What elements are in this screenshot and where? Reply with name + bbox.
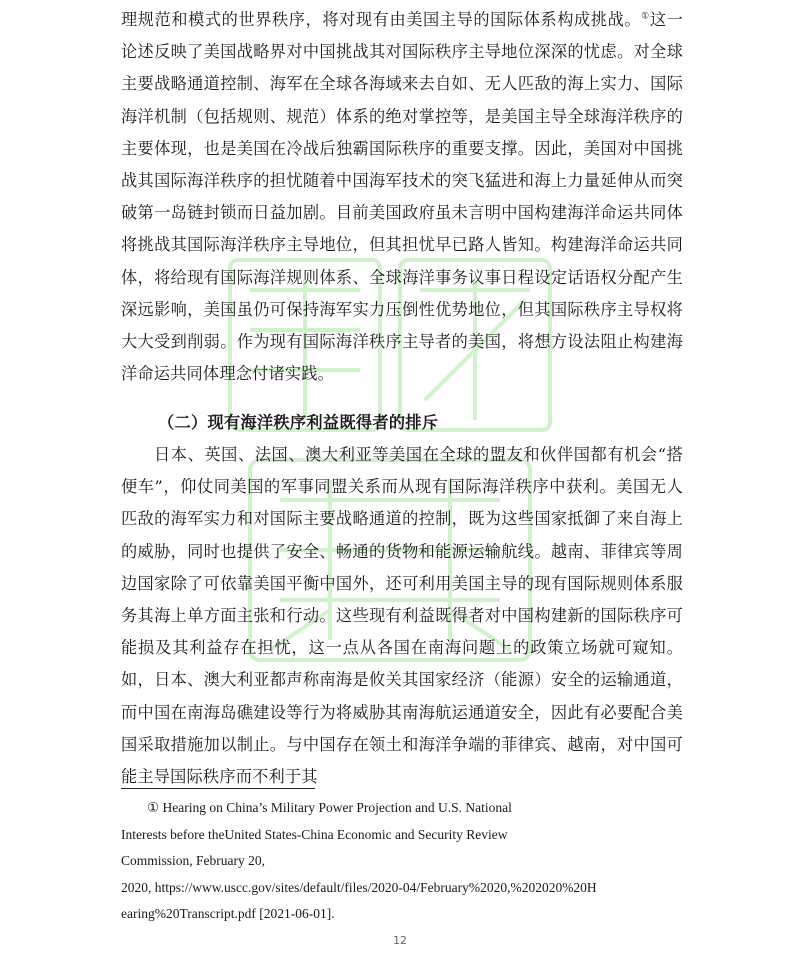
footnote-line: Commission, February 20,: [121, 853, 265, 868]
paragraph-1-text-before-note: 理规范和模式的世界秩序，将对现有由美国主导的国际体系构成挑战。: [121, 10, 642, 29]
footnote-line: Interests before theUnited States-China Economic and Security Review: [121, 826, 508, 842]
footnote-url-line[interactable]: earing%20Transcript.pdf [2021-06-01].: [121, 906, 335, 921]
footnote-line: ① Hearing on China’s Military Power Projection and U.S. National: [147, 800, 512, 815]
footnote-divider: [121, 788, 315, 789]
page-number: 12: [393, 934, 407, 947]
section-heading: （二）现有海洋秩序利益既得者的排斥: [158, 413, 439, 432]
body-paragraph-1: [121, 4, 683, 390]
footnote-marker[interactable]: ①: [641, 11, 650, 22]
body-paragraph-2: [121, 439, 683, 793]
paragraph-2-text: 日本、英国、法国、澳大利亚等美国在全球的盟友和伙伴国都有机会“搭便车”，仰仗同美国的军事同盟关系而从现有国际海洋秩序中获利。美国无人匹敌的海军实力和对国际主要战略通道的控制，既为这些国家抵御了来自海上的威胁，同时也提供了安全、畅通的货物和能源运输航线。越南、菲律宾等周边国家除了可依靠美国平衡中国外，还可利用美国主导的现有国际规则体系服务其海上单方面主张和行动。这些现有利益既得者对中国构建新的国际秩序可能损及其利益存在担忧，这一点从各国在南海问题上的政策立场就可窥知。如，日本、澳大利亚都声称南海是攸关其国家经济（能源）安全的运输通道，而中国在南海岛礁建设等行为将威胁其南海航运通道安全，因此有必要配合美国采取措施加以制止。与中国存在领土和海洋争端的菲律宾、越南，对中国可能主导国际秩序而不利于其: [121, 445, 683, 787]
paragraph-1-text-after-note: 这一论述反映了美国战略界对中国挑战其对国际秩序主导地位深深的忧虑。对全球主要战略通道控制、海军在全球各海域来去自如、无人匹敌的海上实力、国际海洋机制（包括规则、规范）体系的绝对掌控等，是美国主导全球海洋秩序的主要体现，也是美国在冷战后独霸国际秩序的重要支撑。因此，美国对中国挑战其国际海洋秩序的担忧随着中国海军技术的突飞猛进和海上力量延伸从而突破第一岛链封锁而日益加剧。目前美国政府虽未言明中国构建海洋命运共同体将挑战其国际海洋秩序主导地位，但其担忧早已路人皆知。构建海洋命运共同体，将给现有国际海洋规则体系、全球海洋事务议事日程设定话语权分配产生深远影响，美国虽仍可保持海军实力压倒性优势地位，但其国际秩序主导权将大大受到削弱。作为现有国际海洋秩序主导者的美国，将想方设法阻止构建海洋命运共同体理念付诸实践。: [121, 10, 683, 384]
footnote: [121, 795, 701, 928]
footnote-url-line[interactable]: 2020, https://www.uscc.gov/sites/default/files/2020-04/February%2020,%202020%20H: [121, 879, 597, 895]
